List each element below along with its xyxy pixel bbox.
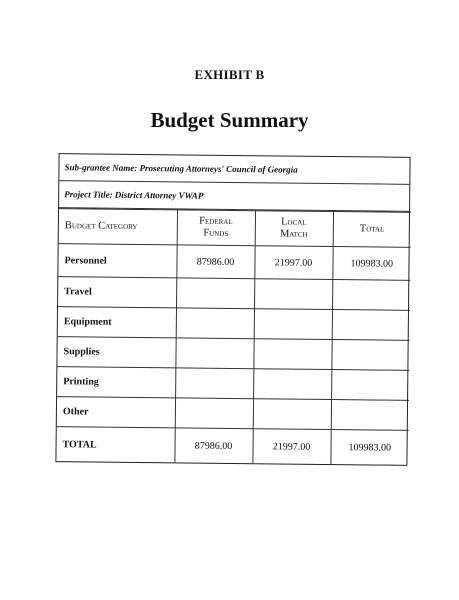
total-cell <box>332 310 410 341</box>
table-row-other <box>57 397 409 431</box>
header-local-match <box>255 211 333 247</box>
row-label: Travel <box>58 277 176 308</box>
federal-funds-cell <box>175 398 253 429</box>
total-cell <box>331 340 409 371</box>
row-label: Printing <box>57 367 175 398</box>
local-match-cell <box>253 339 331 370</box>
table-row-total <box>56 427 408 465</box>
table-header-row <box>59 209 411 248</box>
federal-funds-cell <box>176 278 254 309</box>
budget-table <box>56 208 411 465</box>
table-row-supplies <box>57 337 409 371</box>
project-title: Project Title: District Attorney VWAP <box>64 189 204 201</box>
row-label: Personnel <box>58 244 176 278</box>
total-cell <box>332 280 410 311</box>
row-label: Other <box>57 397 175 428</box>
header-federal-line1: Federal <box>199 215 233 227</box>
local-match-cell: 21997.00 <box>252 429 330 464</box>
table-row-equipment <box>58 307 410 341</box>
local-match-cell <box>253 369 331 400</box>
page-title: Budget Summary <box>150 108 309 132</box>
exhibit-label: EXHIBIT B <box>194 67 265 82</box>
header-budget-category: Budget Category <box>59 209 177 245</box>
subgrantee-name: Sub-grantee Name: Prosecuting Attorneys' Council of Georgia <box>64 162 298 175</box>
budget-summary-form <box>55 153 410 466</box>
total-cell: 109983.00 <box>330 430 408 465</box>
federal-funds-cell <box>176 308 254 339</box>
header-local-line1: Local <box>281 216 307 228</box>
header-federal-line2: Funds <box>203 227 229 239</box>
header-total: Total <box>333 212 411 248</box>
row-label: Equipment <box>58 307 176 338</box>
federal-funds-cell: 87986.00 <box>174 428 252 463</box>
project-title-row <box>59 181 409 212</box>
header-federal-funds <box>177 210 255 246</box>
header-local-line2: Match <box>279 228 308 240</box>
row-label: TOTAL <box>56 427 174 463</box>
local-match-cell <box>254 279 332 310</box>
table-row-printing <box>57 367 409 401</box>
total-cell: 109983.00 <box>332 247 410 281</box>
table-row-travel <box>58 277 410 311</box>
local-match-cell: 21997.00 <box>254 246 332 280</box>
federal-funds-cell <box>175 338 253 369</box>
federal-funds-cell <box>175 368 253 399</box>
table-row-personnel <box>58 244 410 281</box>
local-match-cell <box>253 399 331 430</box>
federal-funds-cell: 87986.00 <box>176 245 254 279</box>
local-match-cell <box>254 309 332 340</box>
total-cell <box>331 400 409 431</box>
total-cell <box>331 370 409 401</box>
row-label: Supplies <box>57 337 175 368</box>
subgrantee-row <box>59 154 409 185</box>
